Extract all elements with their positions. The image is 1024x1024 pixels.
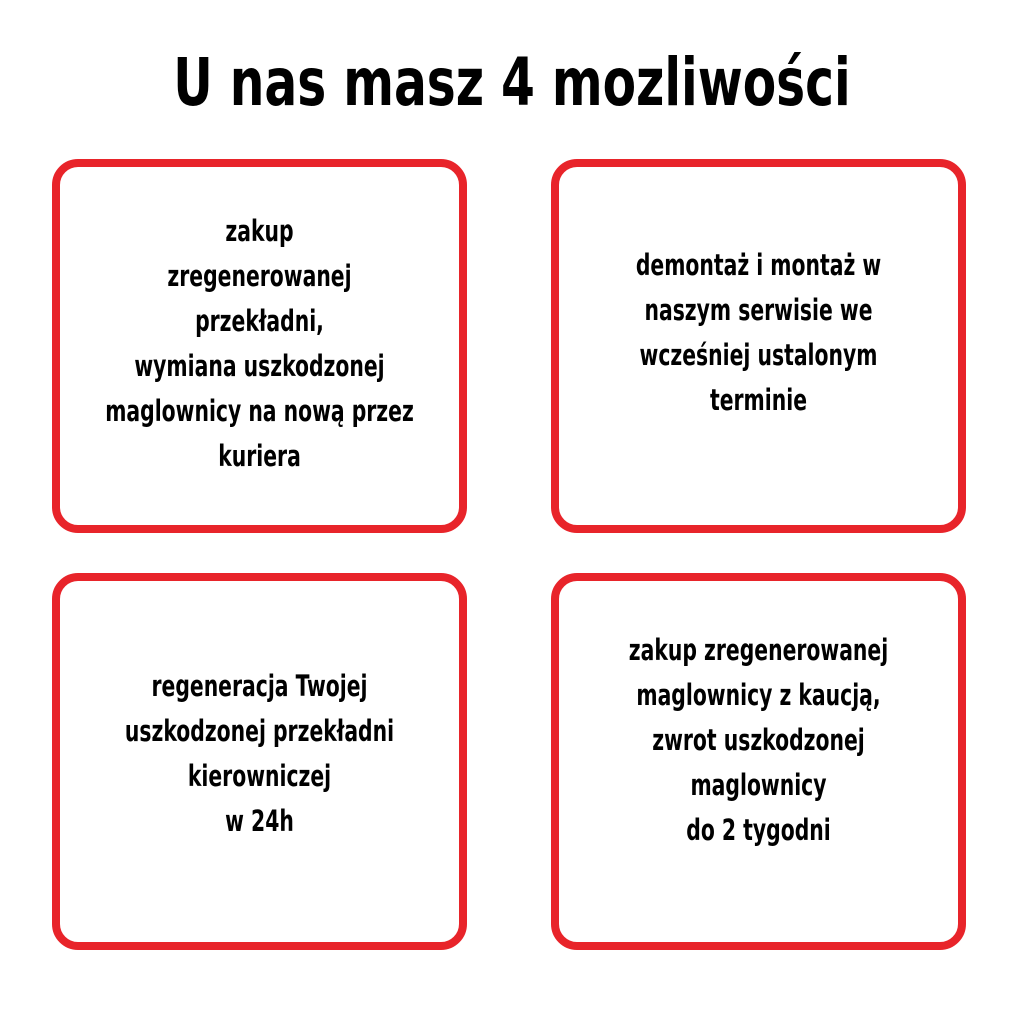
option-card-2 xyxy=(551,159,966,533)
option-text-4: zakup zregenerowanej maglownicy z kaucją, zwrot uszkodzonej maglownicy do 2 tygodni xyxy=(628,633,889,847)
option-text-3: regeneracja Twojej uszkodzonej przekładni kierowniczej w 24h xyxy=(124,668,395,838)
page-title: U nas masz 4 mozliwości xyxy=(173,44,851,121)
option-card-1 xyxy=(52,159,467,533)
option-text-1: zakup zregenerowanej przekładni, wymiana uszkodzonej maglownicy na nową przez kuriera xyxy=(105,214,414,473)
option-card-4 xyxy=(551,573,966,950)
option-text-2: demontaż i montaż w naszym serwisie we wcześniej ustalonym terminie xyxy=(635,248,882,417)
option-card-3 xyxy=(52,573,467,950)
